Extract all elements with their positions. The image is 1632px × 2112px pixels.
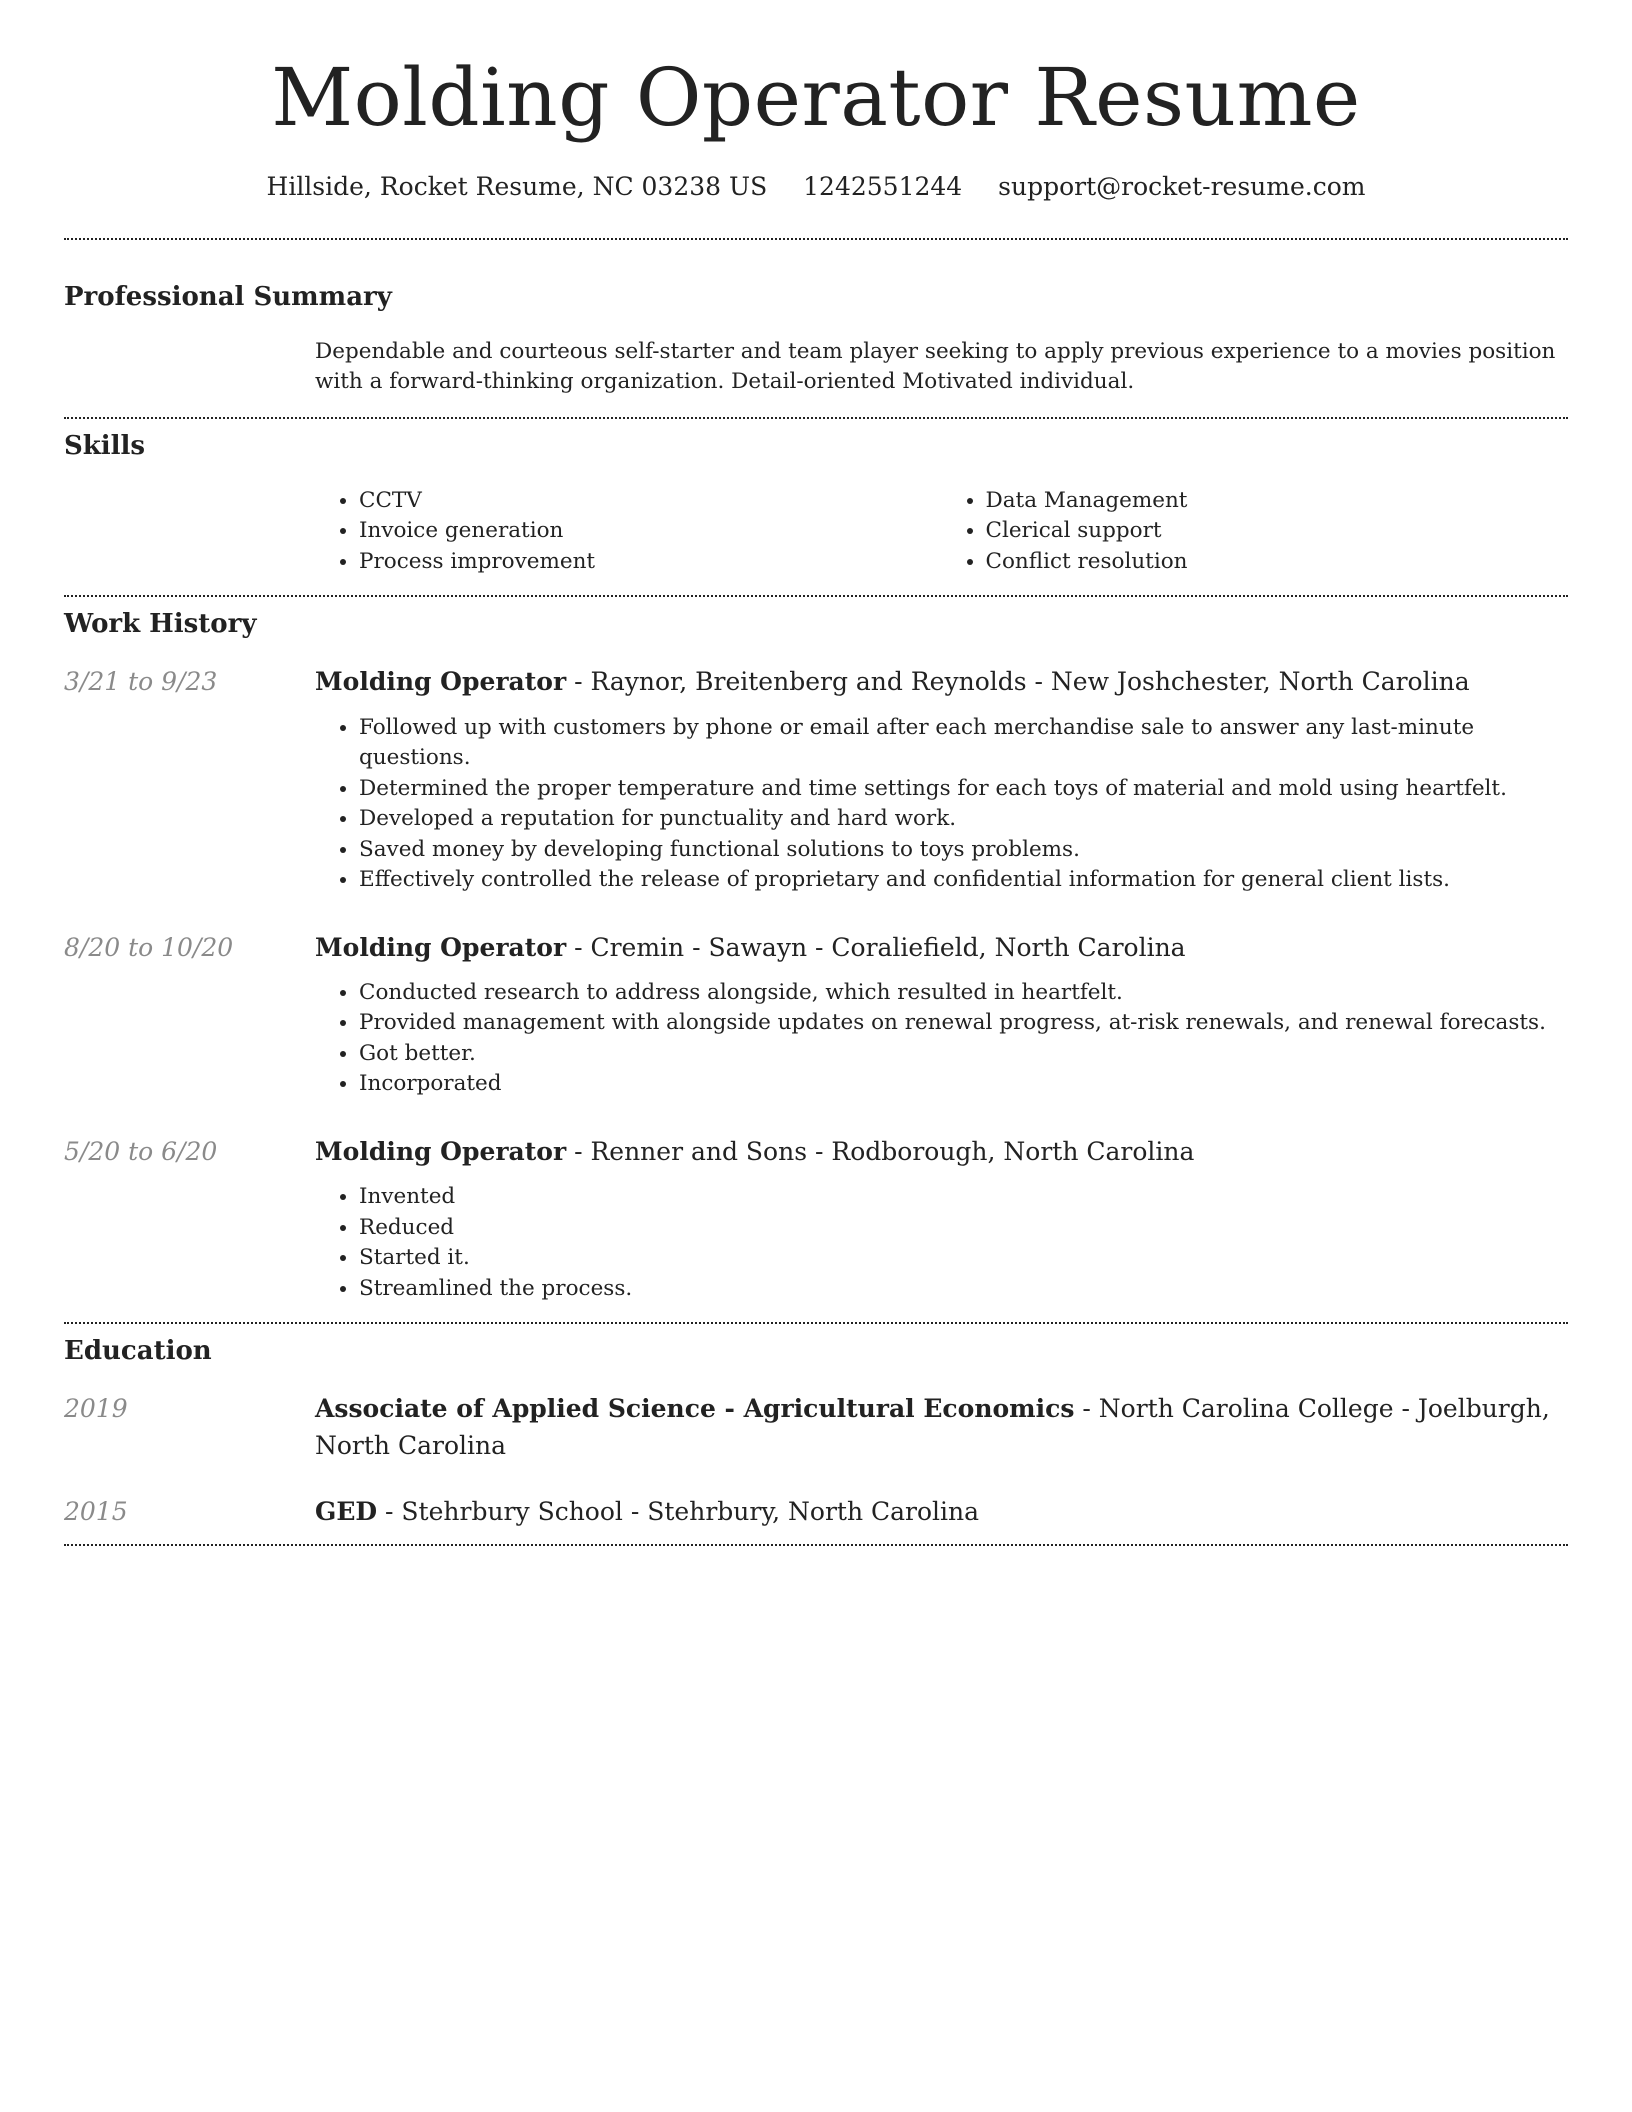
job-bullet: • Streamlined the process. [359,1274,1568,1305]
education-degree: GED [315,1496,378,1526]
job-dates: 8/20 to 10/20 [64,932,234,962]
skills-heading: Skills [64,431,146,462]
job-bullet: • Invented [359,1182,1568,1213]
divider [64,417,1568,419]
job-role: Molding Operator [315,667,567,697]
skills-list-left [315,486,942,578]
divider [64,1322,1568,1324]
education-title [315,1391,1568,1464]
education-section [64,1336,1568,1530]
work-section [64,609,1568,1304]
education-details: - Stehrbury School - Stehrbury, North Carolina [377,1496,980,1526]
job-role: Molding Operator [315,932,567,962]
job-title [315,1134,1568,1170]
contact-email: support@rocket-resume.com [998,172,1366,201]
job-dates: 3/21 to 9/23 [64,667,218,697]
job-body [315,930,1568,1100]
work-heading: Work History [64,609,257,640]
job-details: - Raynor, Breitenberg and Reynolds - New Joshchester, North Carolina [566,667,1470,697]
job-body [315,664,1568,895]
job-bullet: • Saved money by developing functional solutions to toys problems. [359,835,1568,866]
job-entry [64,664,1568,895]
education-details: - North Carolina College - Joelburgh, North Carolina [315,1394,1550,1460]
contact-line [64,172,1568,202]
education-degree: Associate of Applied Science - Agricultural Economics [315,1394,1075,1424]
skills-grid [315,486,1568,578]
skill-item: • CCTV [359,486,942,517]
education-heading: Education [64,1336,212,1367]
job-bullet: • Got better. [359,1039,1568,1070]
job-bullet: • Incorporated [359,1069,1568,1100]
skill-item: • Conflict resolution [986,547,1569,578]
skills-spacer [64,486,315,578]
divider [64,238,1568,240]
job-bullet: • Reduced [359,1213,1568,1244]
skill-item: • Clerical support [986,516,1569,547]
job-details: - Cremin - Sawayn - Coraliefield, North Carolina [566,932,1186,962]
skill-item: • Invoice generation [359,516,942,547]
job-role: Molding Operator [315,1136,567,1166]
contact-phone: 1242551244 [803,172,963,201]
skills-list-right [942,486,1569,578]
divider [64,595,1568,597]
job-bullet: • Determined the proper temperature and time settings for each toys of material and mold using heartfelt. [359,774,1568,805]
contact-address: Hillside, Rocket Resume, NC 03238 US [266,172,768,201]
job-bullet: • Started it. [359,1243,1568,1274]
job-title [315,664,1568,700]
job-bullets [315,1182,1568,1304]
skill-item: • Process improvement [359,547,942,578]
job-bullet: • Conducted research to address alongside, which resulted in heartfelt. [359,978,1568,1009]
job-entry [64,930,1568,1100]
job-title [315,930,1568,966]
job-entry [64,1134,1568,1304]
summary-spacer [64,337,315,397]
job-bullets [315,978,1568,1100]
job-details: - Renner and Sons - Rodborough, North Carolina [566,1136,1195,1166]
job-bullet: • Followed up with customers by phone or email after each merchandise sale to answer any last-minute questions. [359,713,1568,774]
job-body [315,1134,1568,1304]
education-entry [64,1494,1568,1530]
skills-row [64,486,1568,578]
job-bullet: • Developed a reputation for punctuality and hard work. [359,804,1568,835]
job-bullet: • Effectively controlled the release of proprietary and confidential information for general client lists. [359,865,1568,896]
skills-section [64,431,1568,577]
education-entry [64,1391,1568,1464]
job-dates: 5/20 to 6/20 [64,1136,218,1166]
divider [64,1544,1568,1546]
resume-title: Molding Operator Resume [271,51,1361,144]
summary-text: Dependable and courteous self-starter and team player seeking to apply previous experience to a movies position with a forward-thinking organization. Detail-oriented Motivated individual. [315,339,1556,395]
job-bullets [315,713,1568,896]
summary-heading: Professional Summary [64,282,392,312]
summary-section [64,282,1568,397]
education-year: 2015 [64,1496,128,1526]
job-bullet: • Provided management with alongside updates on renewal progress, at-risk renewals, and renewal forecasts. [359,1008,1568,1039]
education-title [315,1494,1568,1530]
education-year: 2019 [64,1394,128,1424]
summary-row [64,337,1568,397]
skill-item: • Data Management [986,486,1569,517]
